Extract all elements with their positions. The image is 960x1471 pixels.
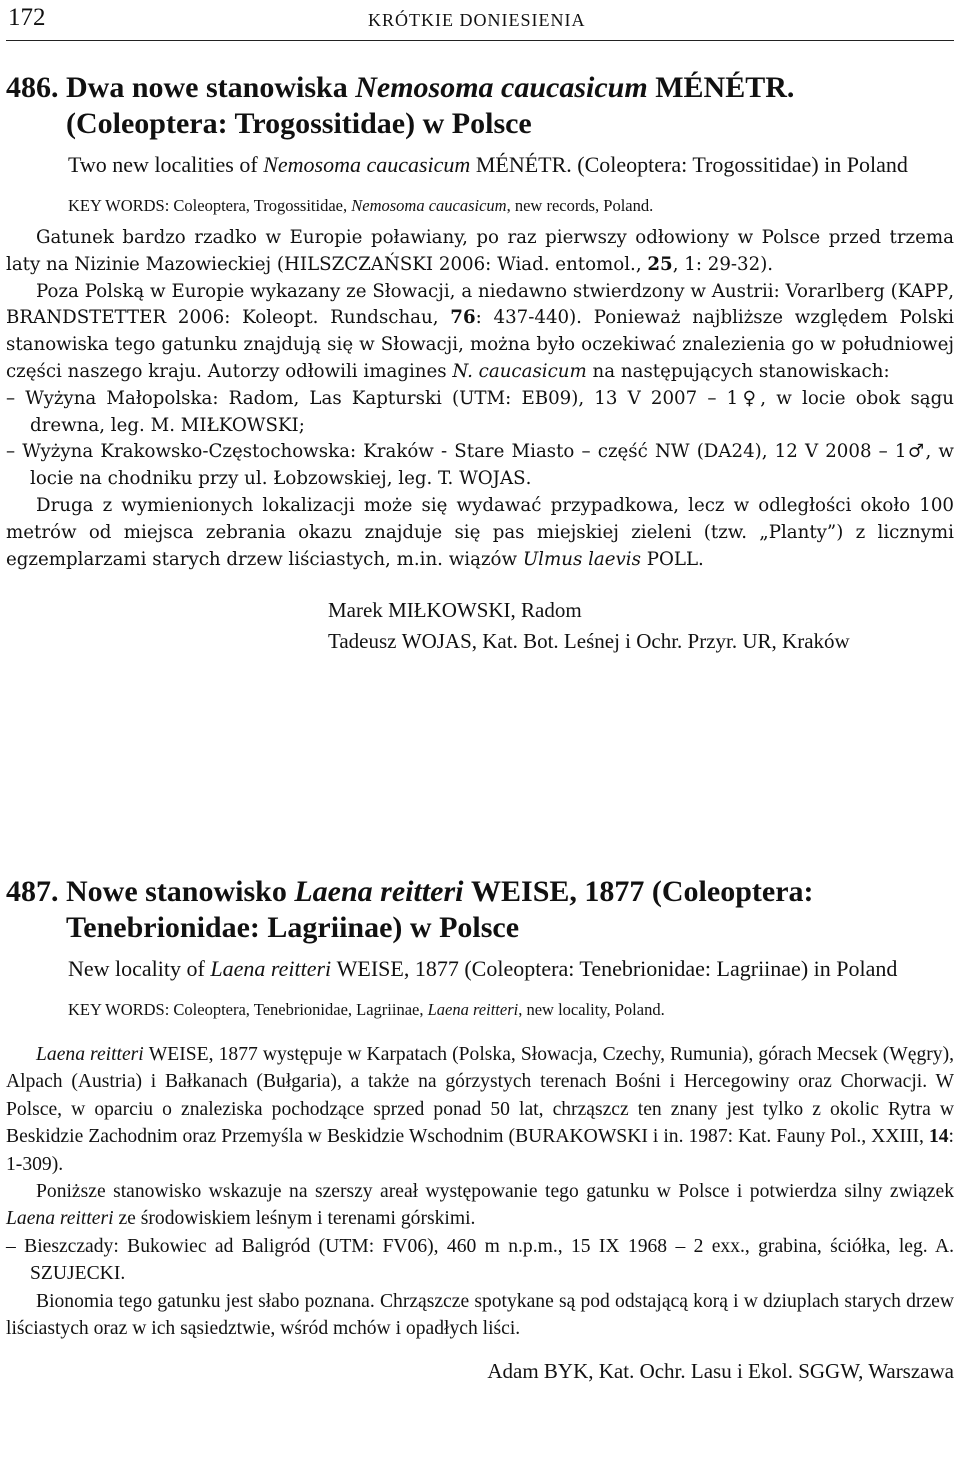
note-title: 486. Dwa nowe stanowiska Nemosoma caucasicum MÉNÉTR. (Coleoptera: Trogossitidae) w Polsce [6, 71, 795, 140]
english-title: New locality of Laena reitteri WEISE, 1877 (Coleoptera: Tenebrionidae: Lagriinae) in Poland [68, 956, 898, 981]
paragraph: Laena reitteri WEISE, 1877 występuje w Karpatach (Polska, Słowacja, Czechy, Rumunia), górach Mecsek (Węgry), Alpach (Austria) i Bałkanach (Bułgaria), a także na górzystych terenach Bośni i Hercegowiny oraz Chorwacji. W Polsce, w oparciu o znaleziska pochodzące sprzed ponad 50 lat, chrząszcz ten znany jest tylko z okolic Rytra w Beskidzie Zachodnim oraz Przemyśla w Beskidzie Wschodnim (BURAKOWSKI i in. 1987: Kat. Fauny Pol., XXIII, 14: 1-309). [6, 1044, 954, 1175]
paragraph: Gatunek bardzo rzadko w Europie poławiany, po raz pierwszy odłowiony w Polsce przed trzema laty na Nizinie Mazowieckiej (HILSZCZAŃSKI 2006: Wiad. entomol., 25, 1: 29-32). [6, 227, 954, 275]
running-head [8, 4, 952, 32]
section-title: KRÓTKIE DONIESIENIA [368, 10, 586, 30]
note-487 [6, 874, 954, 1387]
paragraph: Poniższe stanowisko wskazuje na szerszy areał występowanie tego gatunku w Polsce i potwierdza silny związek Laena reitteri ze środowiskiem leśnym i terenami górskimi. [6, 1181, 954, 1230]
note-body [6, 1041, 954, 1342]
english-title: Two new localities of Nemosoma caucasicum MÉNÉTR. (Coleoptera: Trogossitidae) in Poland [68, 152, 908, 177]
author-line: Marek MIŁKOWSKI, Radom [328, 598, 582, 623]
author-signature [6, 595, 954, 657]
paragraph: Druga z wymienionych lokalizacji może się wydawać przypadkowa, lecz w odległości około 100 metrów od miejsca zebrania okazu znajduje się pas miejskiej zieleni (tzw. „Planty”) z licznymi egzemplarzami starych drzew liściastych, m.in. wiązów Ulmus laevis POLL. [6, 494, 954, 570]
note-title: 487. Nowe stanowisko Laena reitteri WEISE, 1877 (Coleoptera: Tenebrionidae: Lagriinae) w Polsce [6, 875, 814, 944]
note-486 [6, 70, 954, 657]
locality-item: – Wyżyna Krakowsko-Częstochowska: Kraków - Stare Miasto – część NW (DA24), 12 V 2008 – 1♂, w locie na chodniku przy ul. Łobzowskiej, leg. T. WOJAS. [6, 441, 954, 490]
note-body [6, 225, 954, 573]
author-line: Tadeusz WOJAS, Kat. Bot. Leśnej i Ochr. Przyr. UR, Kraków [328, 629, 850, 654]
locality-item: – Wyżyna Małopolska: Radom, Las Kapturski (UTM: EB09), 13 V 2007 – 1♀, w locie obok sągu drewna, leg. M. MIŁKOWSKI; [6, 387, 954, 436]
paragraph: Poza Polską w Europie wykazany ze Słowacji, a niedawno stwierdzony w Austrii: Vorarlberg (KAPP, BRANDSTETTER 2006: Koleopt. Rundschau, 76: 437-440). Ponieważ najbliższe względem Polski stanowiska tego gatunku znajdują się w Słowacji, można było oczekiwać znalezienia go w południowej części naszego kraju. Autorzy odłowili imagines N. caucasicum na następujących stanowiskach: [6, 280, 954, 382]
author-signature [6, 1356, 954, 1387]
key-words: KEY WORDS: Coleoptera, Trogossitidae, Nemosoma caucasicum, new records, Poland. [68, 196, 654, 215]
page-number: 172 [8, 4, 46, 31]
header-rule [6, 40, 954, 41]
paragraph: Bionomia tego gatunku jest słabo poznana. Chrząszcze spotykane są pod odstającą korą i w dziuplach starych drzew liściastych oraz w ich sąsiedztwie, wśród mchów i opadłych liści. [6, 1290, 954, 1340]
key-words: KEY WORDS: Coleoptera, Tenebrionidae, Lagriinae, Laena reitteri, new locality, Poland. [68, 1000, 665, 1019]
locality-item: – Bieszczady: Bukowiec ad Baligród (UTM: FV06), 460 m n.p.m., 15 IX 1968 – 2 exx., grabina, ściółka, leg. A. SZUJECKI. [6, 1235, 954, 1285]
author-line: Adam BYK, Kat. Ochr. Lasu i Ekol. SGGW, Warszawa [487, 1359, 954, 1384]
